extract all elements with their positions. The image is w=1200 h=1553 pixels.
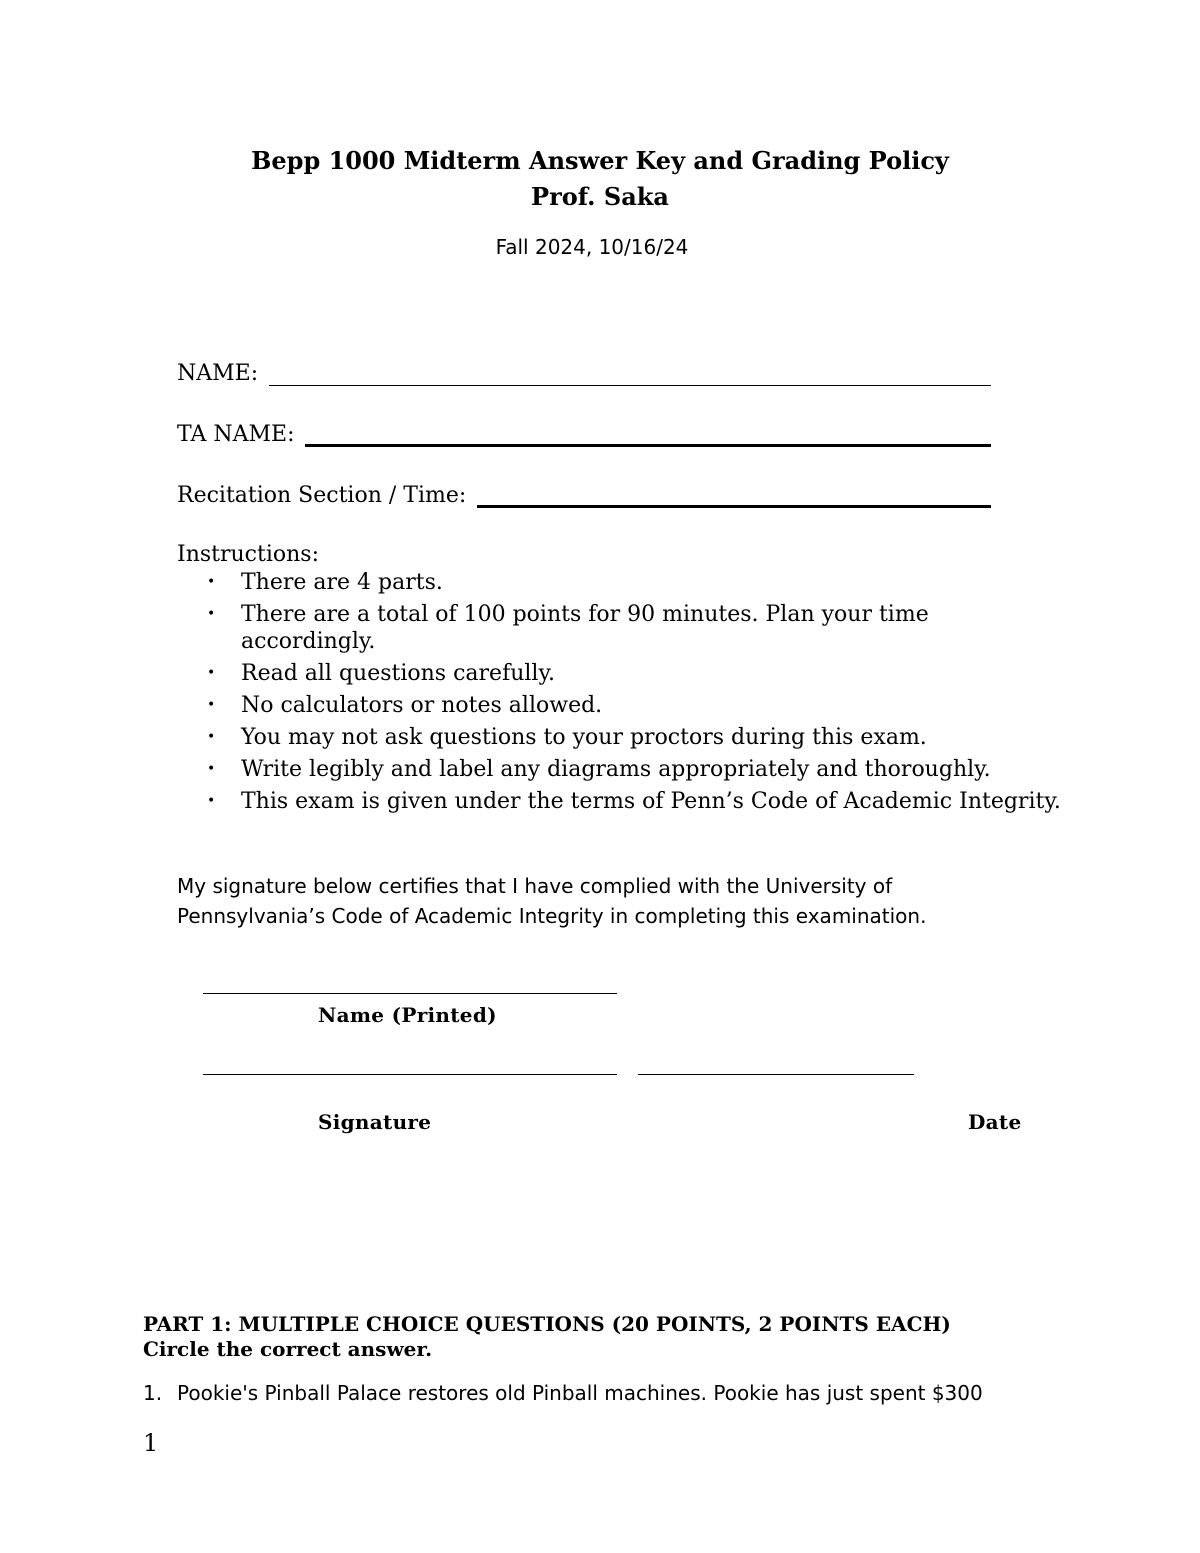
bullet-icon: • bbox=[207, 606, 216, 622]
exam-date: Fall 2024, 10/16/24 bbox=[495, 235, 689, 259]
recitation-label: Recitation Section / Time: bbox=[177, 483, 474, 508]
instruction-item: • You may not ask questions to your proctors during this exam. bbox=[207, 725, 927, 750]
question-item bbox=[143, 1380, 1043, 1406]
question-number: 1. bbox=[143, 1381, 163, 1405]
signature-line[interactable] bbox=[203, 1074, 617, 1075]
instruction-item: • No calculators or notes allowed. bbox=[207, 693, 603, 718]
part1-subtitle: Circle the correct answer. bbox=[143, 1337, 433, 1361]
date-label: Date bbox=[968, 1110, 1022, 1134]
ta-name-label: TA NAME: bbox=[177, 422, 302, 447]
page-number: 1 bbox=[143, 1429, 159, 1457]
instruction-item: • Write legibly and label any diagrams appropriately and thoroughly. bbox=[207, 757, 991, 782]
signature-label: Signature bbox=[318, 1110, 432, 1134]
bullet-icon: • bbox=[207, 697, 216, 713]
name-printed-label: Name (Printed) bbox=[318, 1003, 497, 1027]
professor-name: Prof. Saka bbox=[531, 182, 669, 211]
bullet-icon: • bbox=[207, 761, 216, 777]
instructions-heading: Instructions: bbox=[177, 542, 319, 567]
instruction-item: • There are 4 parts. bbox=[207, 570, 443, 595]
bullet-icon: • bbox=[207, 793, 216, 809]
date-line[interactable] bbox=[638, 1074, 914, 1075]
ta-name-field-row bbox=[177, 417, 991, 451]
name-field-row bbox=[177, 356, 991, 390]
name-label: NAME: bbox=[177, 361, 266, 386]
part1-heading bbox=[143, 1312, 1043, 1362]
bullet-icon: • bbox=[207, 729, 216, 745]
recitation-blank-line[interactable] bbox=[477, 479, 991, 508]
bullet-icon: • bbox=[207, 574, 216, 590]
document-title: Bepp 1000 Midterm Answer Key and Grading Policy bbox=[251, 146, 949, 175]
recitation-field-row bbox=[177, 478, 991, 512]
question-text: Pookie's Pinball Palace restores old Pinball machines. Pookie has just spent $300 bbox=[177, 1381, 983, 1405]
bullet-icon: • bbox=[207, 665, 216, 681]
certification-statement: My signature below certifies that I have complied with the University of Pennsylvania’s Code of Academic Integrity in completing this examination. bbox=[177, 874, 927, 928]
ta-name-blank-line[interactable] bbox=[305, 418, 991, 447]
instruction-item: • There are a total of 100 points for 90 minutes. Plan your time accordingly. bbox=[207, 602, 929, 654]
name-printed-line[interactable] bbox=[203, 993, 617, 994]
instruction-item: • Read all questions carefully. bbox=[207, 661, 555, 686]
instructions-list bbox=[207, 569, 1067, 820]
part1-title: PART 1: MULTIPLE CHOICE QUESTIONS (20 POINTS, 2 POINTS EACH) bbox=[143, 1312, 951, 1336]
instruction-item: • This exam is given under the terms of Penn’s Code of Academic Integrity. bbox=[207, 789, 1061, 814]
name-blank-line[interactable] bbox=[269, 359, 991, 386]
